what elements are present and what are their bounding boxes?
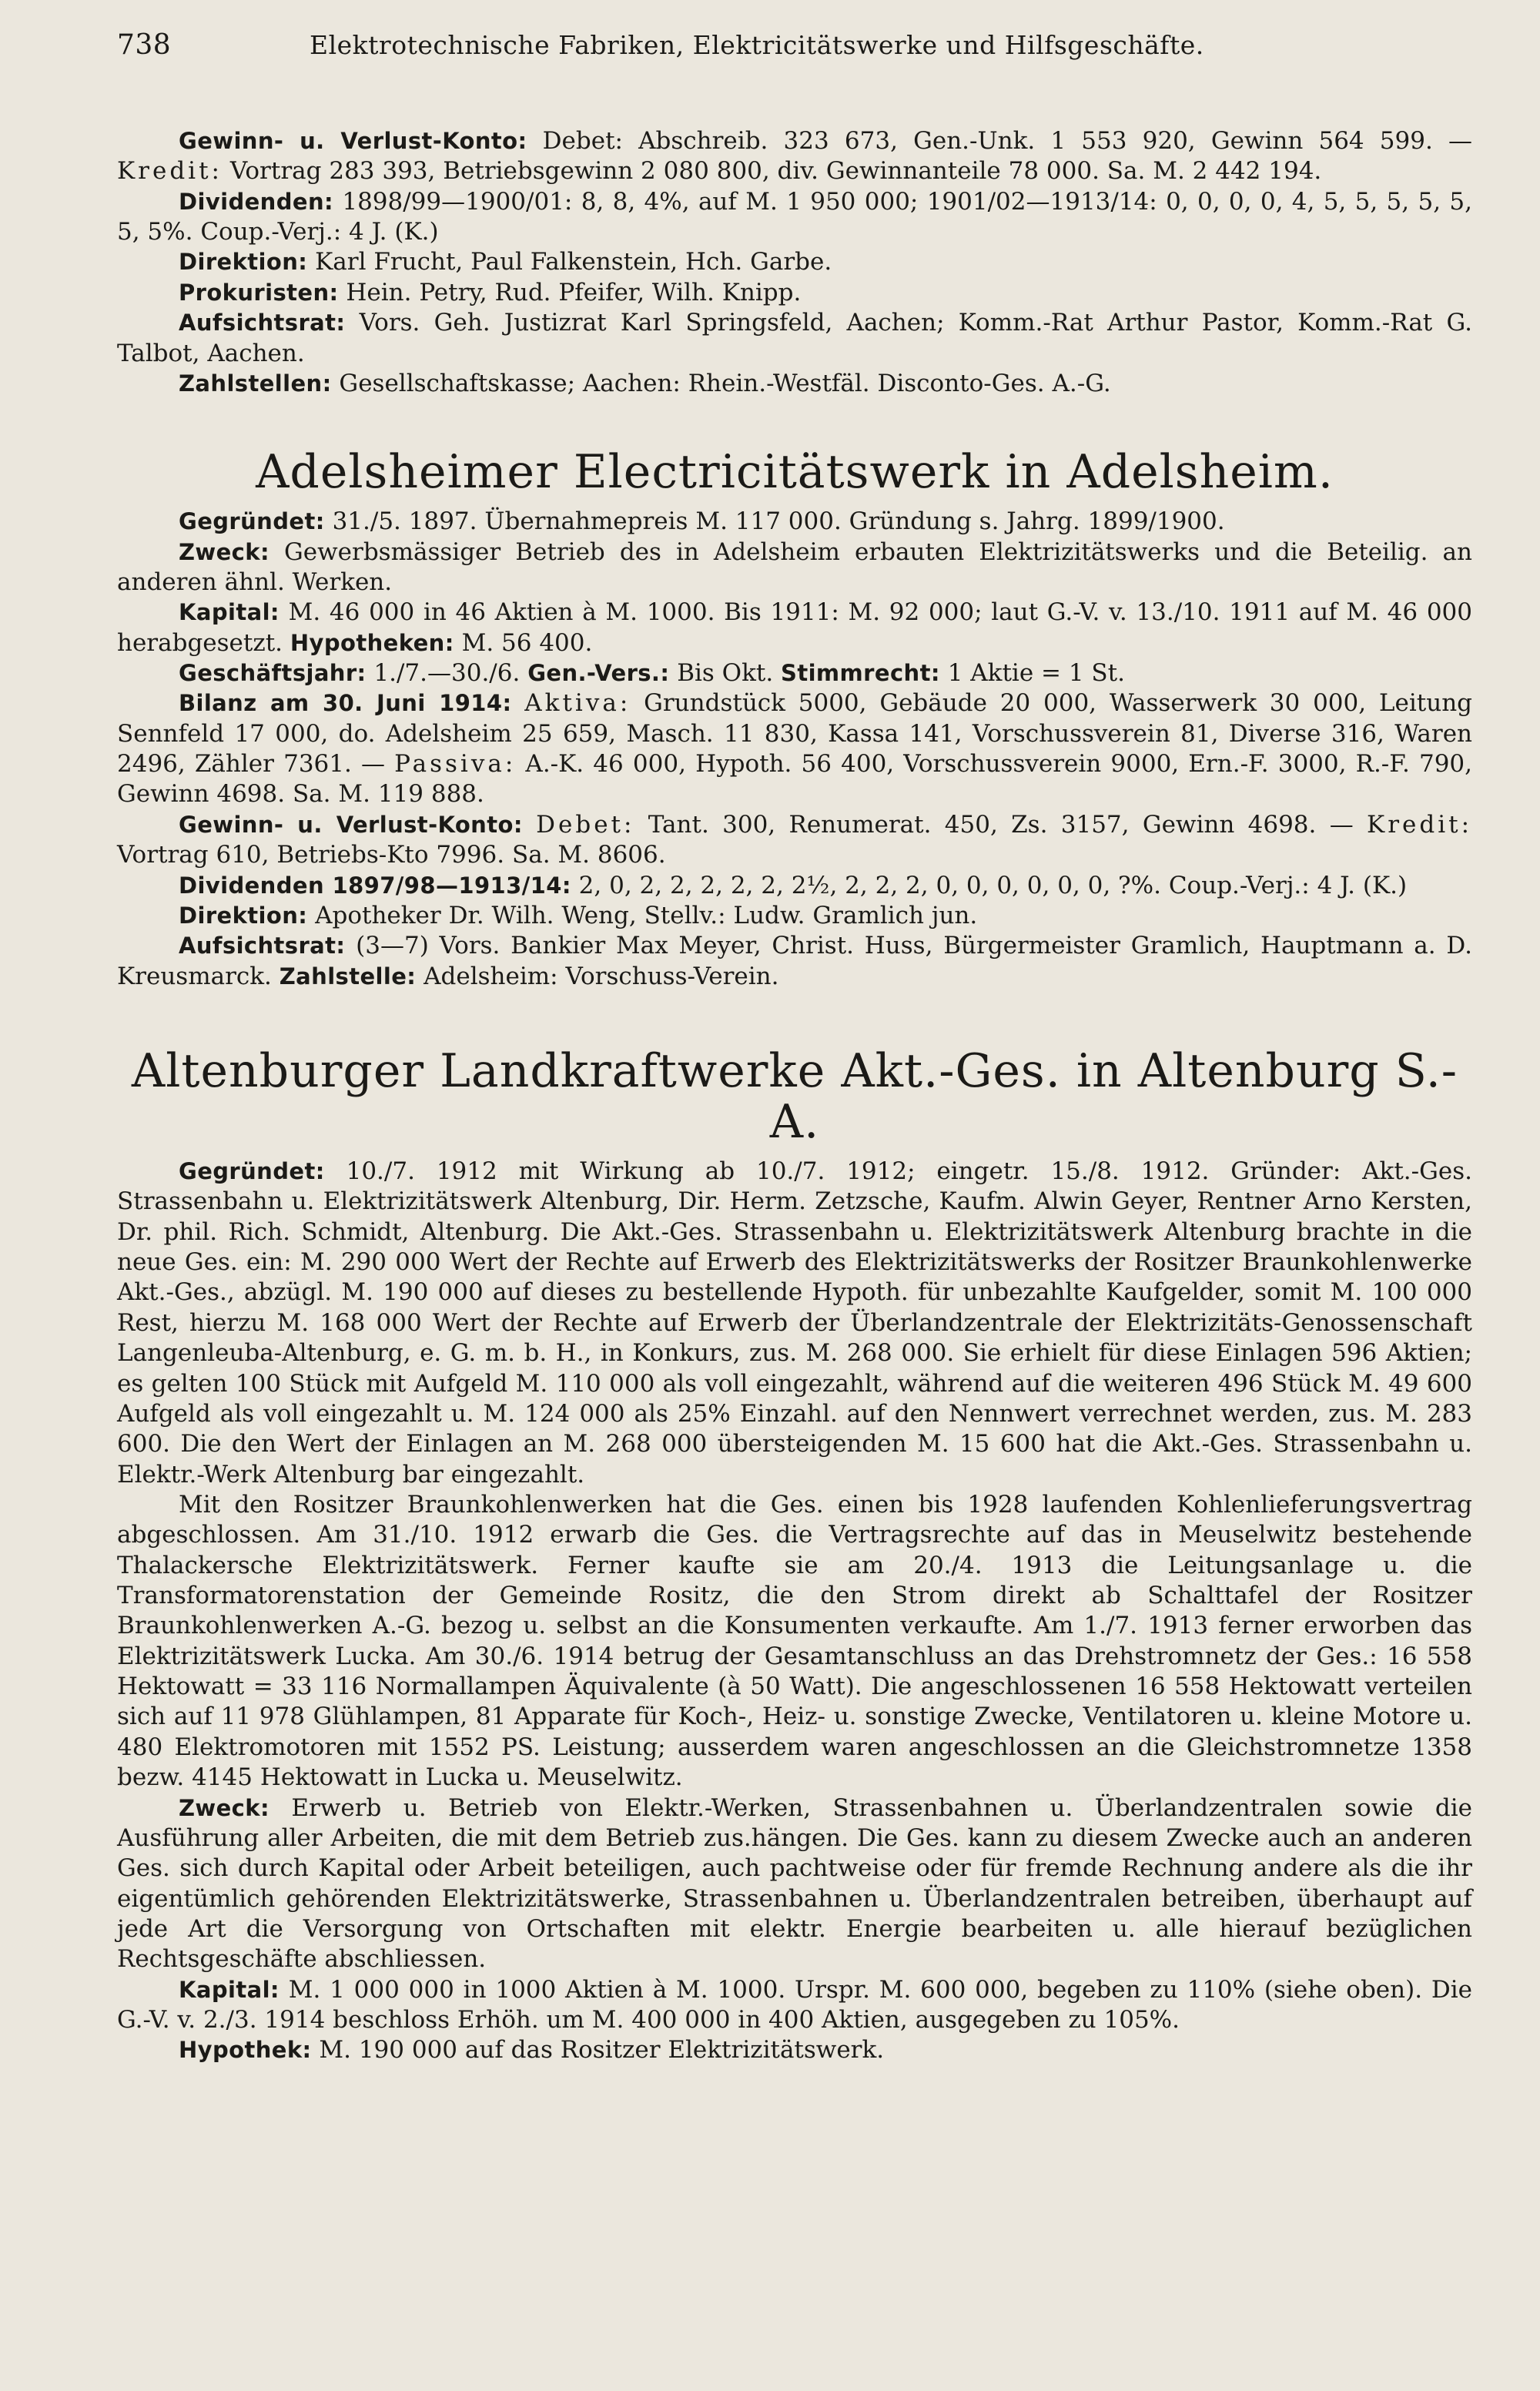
- entry-zweck: Zweck: Gewerbsmässiger Betrieb des in Adelsheim erbauten Elektrizitätswerks und die Beteilig. an anderen ähnl. Werken.: [117, 537, 1472, 596]
- entry-kapital: Kapital: M. 46 000 in 46 Aktien à M. 1000. Bis 1911: M. 92 000; laut G.-V. v. 13./10. 1911 auf M. 46 000 herabgesetzt. Hypotheken: M. 56 400.: [117, 598, 1472, 657]
- entry-gewinn-verlust: Gewinn- u. Verlust-Konto: Debet: Tant. 300, Renumerat. 450, Zs. 3157, Gewinn 4698. — Kredit: Vortrag 610, Betriebs-Kto 7996. Sa. M. 8606.: [117, 810, 1473, 869]
- company-heading-altenburg: Altenburger Landkraftwerke Akt.-Ges. in Altenburg S.-A.: [131, 1043, 1458, 1149]
- label: Gewinn- u. Verlust-Konto:: [179, 128, 527, 154]
- entry-gegruendet: Gegründet: 10./7. 1912 mit Wirkung ab 10./7. 1912; eingetr. 15./8. 1912. Gründer: Akt.-Ges. Strassenbahn u. Elektrizitätswerk Altenburg, Dir. Herm. Zetzsche, Kaufm. Alwin Geyer, Rentner Arno Kersten, Dr. phil. Rich. Schmidt, Altenburg. Die Akt.-Ges. Strassenbahn u. Elektrizitätswerk Altenburg brachte in die neue Ges. ein: M. 290 000 Wert der Rechte auf Erwerb des Elektrizitätswerks der Rositzer Braunkohlenwerke Akt.-Ges., abzügl. M. 190 000 auf dieses zu bestellende Hypoth. für unbezahlte Kaufgelder, somit M. 100 000 Rest, hierzu M. 168 000 Wert der Rechte auf Erwerb der Überlandzentrale der Elektrizitäts-Genossenschaft Langenleuba-Altenburg, e. G. m. b. H., in Konkurs, zus. M. 268 000. Sie erhielt für diese Einlagen 596 Aktien; es gelten 100 Stück mit Aufgeld M. 110 000 als voll eingezahlt, während auf die weiteren 496 Stück M. 49 600 Aufgeld als voll eingezahlt u. M. 124 000 als 25% Einzahl. auf den Nennwert verrechnet werden, zus. M. 283 600. Die den Wert der Einlagen an M. 268 000 übersteigenden M. 15 600 hat die Akt.-Ges. Strassenbahn u. Elektr.-Werk Altenburg bar eingezahlt.: [117, 1157, 1472, 1489]
- entry-geschaeftsjahr: Geschäftsjahr: 1./7.—30./6. Gen.-Vers.: Bis Okt. Stimmrecht: 1 Aktie = 1 St.: [179, 659, 1125, 688]
- entry-gegruendet: Gegründet: 31./5. 1897. Übernahmepreis M. 117 000. Gründung s. Jahrg. 1899/1900.: [179, 507, 1225, 536]
- entry-direktion: Direktion: Apotheker Dr. Wilh. Weng, Stellv.: Ludw. Gramlich jun.: [179, 901, 978, 929]
- entry-dividenden: Dividenden: 1898/99—1900/01: 8, 8, 4%, auf M. 1 950 000; 1901/02—1913/14: 0, 0, 0, 0, 4, 5, 5, 5, 5, 5, 5, 5%. Coup.-Verj.: 4 J. (K.): [117, 187, 1472, 246]
- running-header: [117, 29, 1472, 72]
- entry-aufsichtsrat: Aufsichtsrat: (3—7) Vors. Bankier Max Meyer, Christ. Huss, Bürgermeister Gramlich, Hauptmann a. D. Kreusmarck. Zahlstelle: Adelsheim: Vorschuss-Verein.: [117, 932, 1472, 990]
- entry-direktion: Direktion: Karl Frucht, Paul Falkenstein, Hch. Garbe.: [179, 248, 832, 276]
- running-title: Elektrotechnische Fabriken, Elektricitätswerke und Hilfsgeschäfte.: [310, 30, 1204, 60]
- entry-prokuristen: Prokuristen: Hein. Petry, Rud. Pfeifer, Wilh. Knipp.: [179, 278, 802, 306]
- entry-zweck: Zweck: Erwerb u. Betrieb von Elektr.-Werken, Strassenbahnen u. Überlandzentralen sowie die Ausführung aller Arbeiten, die mit dem Betrieb zus.hängen. Die Ges. kann zu diesem Zwecke auch an anderen Ges. sich durch Kapital oder Arbeit beteiligen, auch pachtweise oder für fremde Rechnung andere als die ihr eigentümlich gehörenden Elektrizitätswerke, Strassenbahnen u. Überlandzentralen betreiben, überhaupt auf jede Art die Versorgung von Ortschaften mit elektr. Energie bearbeiten u. alle hierauf bezüglichen Rechtsgeschäfte abschliessen.: [117, 1793, 1472, 1974]
- entry-aufsichtsrat: Aufsichtsrat: Vors. Geh. Justizrat Karl Springsfeld, Aachen; Komm.-Rat Arthur Pastor, Komm.-Rat G. Talbot, Aachen.: [117, 309, 1472, 367]
- entry-dividenden: Dividenden 1897/98—1913/14: 2, 0, 2, 2, 2, 2, 2, 2½, 2, 2, 2, 0, 0, 0, 0, 0, 0, ?%. Coup.-Verj.: 4 J. (K.): [179, 871, 1408, 899]
- body-text: [117, 126, 1472, 2066]
- entry-zahlstellen: Zahlstellen: Gesellschaftskasse; Aachen: Rhein.-Westfäl. Disconto-Ges. A.-G.: [179, 369, 1111, 397]
- entry-gewinn-verlust: Gewinn- u. Verlust-Konto: Debet: Abschreib. 323 673, Gen.-Unk. 1 553 920, Gewinn 564 599. — Kredit: Vortrag 283 393, Betriebsgewinn 2 080 800, div. Gewinnanteile 78 000. Sa. M. 2 442 194.: [117, 127, 1473, 186]
- company-heading-adelsheim: Adelsheimer Electricitätswerk in Adelsheim.: [256, 445, 1334, 500]
- entry-paragraph: Mit den Rositzer Braunkohlenwerken hat die Ges. einen bis 1928 laufenden Kohlenlieferungsvertrag abgeschlossen. Am 31./10. 1912 erwarb die Ges. die Vertragsrechte auf das in Meuselwitz bestehende Thalackersche Elektrizitätswerk. Ferner kaufte sie am 20./4. 1913 die Leitungsanlage u. die Transformatorenstation der Gemeinde Rositz, die den Strom direkt ab Schalttafel der Rositzer Braunkohlenwerken A.-G. bezog u. selbst an die Konsumenten verkaufte. Am 1./7. 1913 ferner erworben das Elektrizitätswerk Lucka. Am 30./6. 1914 betrug der Gesamtanschluss an das Drehstromnetz der Ges.: 16 558 Hektowatt = 33 116 Normallampen Äquivalente (à 50 Watt). Die angeschlossenen 16 558 Hektowatt verteilen sich auf 11 978 Glühlampen, 81 Apparate für Koch-, Heiz- u. sonstige Zwecke, Ventilatoren u. kleine Motore u. 480 Elektromotoren mit 1552 PS. Leistung; ausserdem waren angeschlossen an die Gleichstromnetze 1358 bezw. 4145 Hektowatt in Lucka u. Meuselwitz.: [117, 1490, 1472, 1792]
- entry-kapital: Kapital: M. 1 000 000 in 1000 Aktien à M. 1000. Urspr. M. 600 000, begeben zu 110% (siehe oben). Die G.-V. v. 2./3. 1914 beschloss Erhöh. um M. 400 000 in 400 Aktien, ausgegeben zu 105%.: [117, 1975, 1472, 2034]
- entry-bilanz: Bilanz am 30. Juni 1914: Aktiva: Grundstück 5000, Gebäude 20 000, Wasserwerk 30 000, Leitung Sennfeld 17 000, do. Adelsheim 25 659, Masch. 11 830, Kassa 141, Vorschussverein 81, Diverse 316, Waren 2496, Zähler 7361. — Passiva: A.-K. 46 000, Hypoth. 56 400, Vorschussverein 9000, Ern.-F. 3000, R.-F. 790, Gewinn 4698. Sa. M. 119 888.: [117, 689, 1472, 809]
- entry-hypothek: Hypothek: M. 190 000 auf das Rositzer Elektrizitätswerk.: [179, 2036, 885, 2064]
- page-number: 738: [117, 29, 172, 61]
